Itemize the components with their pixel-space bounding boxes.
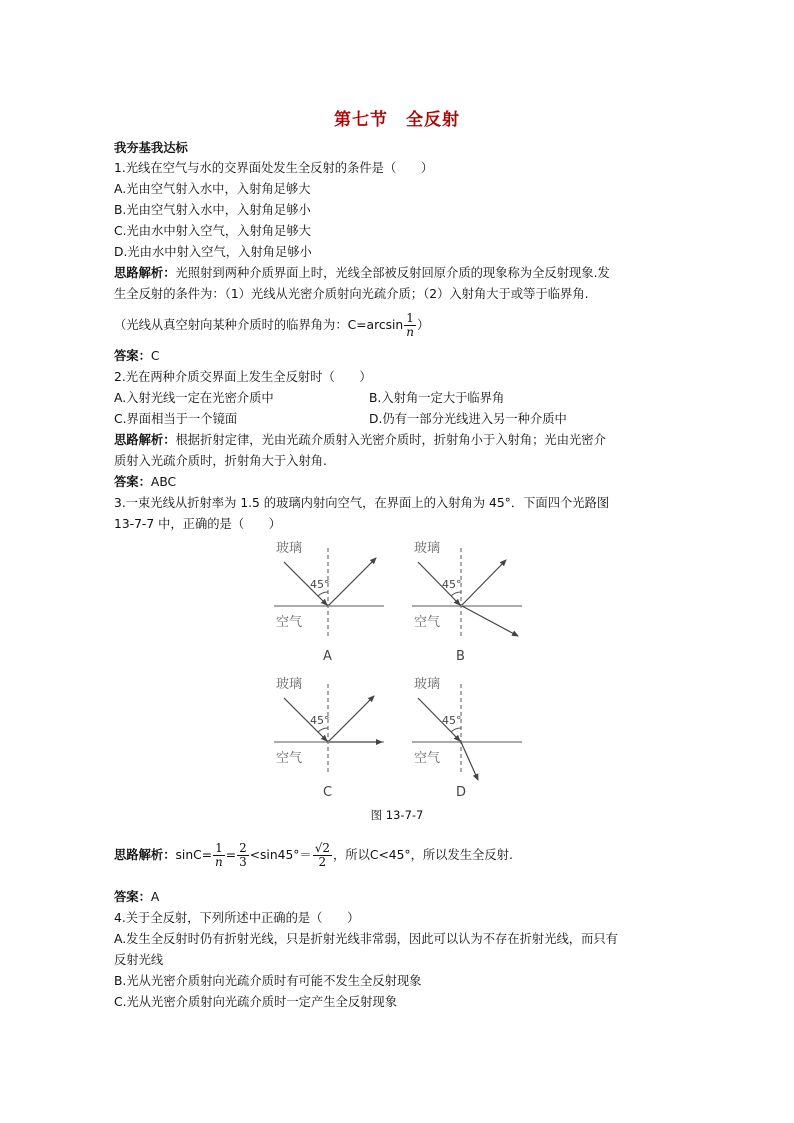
q4-option-a-line-2: 反射光线 [114,953,164,967]
angle-label-d: 45° [442,714,462,727]
fraction-denominator: n [406,325,414,339]
glass-label-b: 玻璃 [414,541,441,556]
q2-analysis-label: 思路解析： [114,433,176,447]
q2-options-row-2 [114,411,567,427]
q1-analysis-label: 思路解析： [114,266,176,280]
q3-equals: = [225,848,237,862]
air-label-b: 空气 [414,615,441,630]
q1-answer [114,348,160,364]
q1-answer-label: 答案： [114,349,151,363]
q3-analysis-label: 思路解析： [114,848,176,862]
diagram-panel-a [274,540,384,664]
q1-analysis-line-1 [114,265,610,281]
air-label-c: 空气 [276,751,303,766]
q2-option-b: B.入射角一定大于临界角 [369,391,505,405]
q3-answer [114,889,159,905]
q2-answer [114,474,176,490]
diagram-panel-c [274,676,384,798]
q3-analysis [114,838,513,872]
fraction-denominator: n [215,855,223,869]
light-path-diagrams [268,536,528,798]
panel-label-d: D [456,785,467,798]
q1-critical-fraction [404,312,416,339]
page-title: 第七节 全反射 [334,110,460,130]
section-heading: 我夯基我达标 [114,141,188,155]
q2-analysis-line-2: 质射入光疏介质时，折射角大于入射角. [114,454,327,468]
q1-stem: 1.光线在空气与水的交界面处发生全反射的条件是（ ） [114,161,434,175]
glass-label-c: 玻璃 [276,677,303,692]
q3-sin-text: sinC= [175,848,213,862]
q3-stem-line-1: 3.一束光线从折射率为 1.5 的玻璃内射向空气，在界面上的入射角为 45°．下面四个光路图 [114,496,610,510]
fraction-denominator: 2 [318,855,327,869]
q3-answer-value: A [150,890,160,904]
q1-option-a: A.光由空气射入水中，入射角足够大 [114,182,311,196]
q1-analysis-text-3: （光线从真空射向某种介质时的临界角为：C=arcsin [114,318,404,332]
angle-label-c: 45° [310,714,330,727]
diagram-panel-d [412,676,522,798]
q2-option-c: C.界面相当于一个镜面 [114,412,238,426]
air-label-d: 空气 [414,751,441,766]
q3-answer-label: 答案： [114,890,151,904]
q2-stem: 2.光在两种介质交界面上发生全反射时（ ） [114,370,372,384]
q3-stem-line-2: 13-7-7 中，正确的是（ ） [114,517,282,531]
q2-answer-value: ABC [150,475,177,489]
air-label-a: 空气 [276,615,303,630]
angle-label-a: 45° [310,578,330,591]
q3-fraction-1 [213,842,225,869]
q4-option-a-line-1: A.发生全反射时仍有折射光线，只是折射光线非常弱，因此可以认为不存在折射光线，而只有 [114,932,618,946]
panel-label-a: A [323,649,332,664]
fraction-numerator: 1 [213,842,225,856]
q1-analysis-line-3 [114,311,429,339]
q1-analysis-text-1: 光照射到两种介质界面上时，光线全部被反射回原介质的现象称为全反射现象.发 [175,266,610,280]
q2-answer-label: 答案： [114,475,151,489]
q1-analysis-close: ） [416,318,430,332]
q4-option-c: C.光从光密介质射向光疏介质时一定产生全反射现象 [114,995,398,1009]
q2-options-row-1 [114,390,505,406]
panel-label-c: C [323,785,333,798]
q2-option-d: D.仍有一部分光线进入另一种介质中 [369,412,567,426]
panel-label-b: B [456,649,465,664]
q1-analysis-line-2: 生全反射的条件为：（1）光线从光密介质射向光疏介质；（2）入射角大于或等于临界角. [114,287,589,301]
angle-label-b: 45° [442,578,462,591]
q3-conclusion: ，所以C<45°，所以发生全反射. [333,848,513,862]
q1-option-b: B.光由空气射入水中，入射角足够小 [114,203,311,217]
fraction-numerator: 2 [239,841,247,855]
q1-answer-value: C [150,349,160,363]
q1-option-d: D.光由水中射入空气，入射角足够小 [114,245,312,259]
q4-option-b: B.光从光密介质射向光疏介质时有可能不发生全反射现象 [114,974,422,988]
q2-analysis-line-1 [114,432,606,448]
glass-label-a: 玻璃 [276,541,303,556]
fraction-denominator: 3 [239,855,247,869]
q4-stem: 4.关于全反射，下列所述中正确的是（ ） [114,911,360,925]
q3-fraction-3 [313,842,332,869]
q2-analysis-text-1: 根据折射定律，光由光疏介质射入光密介质时，折射角小于入射角；光由光密介 [175,433,606,447]
q3-comparison: <sin45°＝ [249,848,312,862]
diagram-panel-b [412,540,522,664]
glass-label-d: 玻璃 [414,677,441,692]
figure-caption: 图 13-7-7 [370,808,424,822]
q3-fraction-2 [237,842,249,869]
fraction-numerator: √2 [314,841,330,855]
q2-option-a: A.入射光线一定在光密介质中 [114,391,274,405]
q1-option-c: C.光由水中射入空气，入射角足够大 [114,224,311,238]
fraction-numerator: 1 [404,312,416,326]
